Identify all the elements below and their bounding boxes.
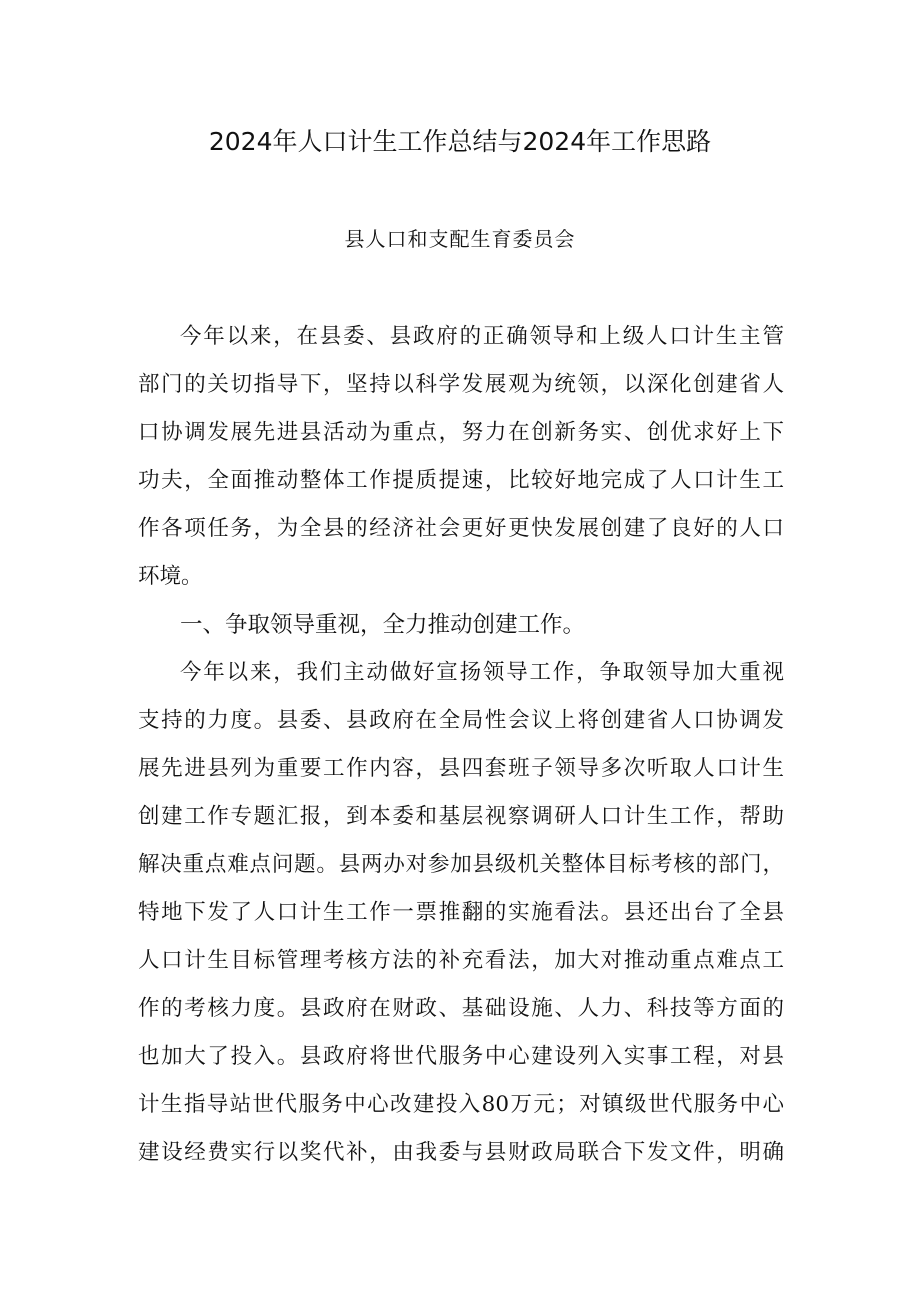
paragraph-line: 建设经费实行以奖代补，由我委与县财政局联合下发文件，明确 [138, 1140, 784, 1165]
paragraph-line: 支持的力度。县委、县政府在全局性会议上将创建省人口协调发 [138, 708, 784, 733]
paragraph-line: 今年以来，在县委、县政府的正确领导和上级人口计生主管 [180, 324, 784, 349]
paragraph-line: 口协调发展先进县活动为重点，努力在创新务实、创优求好上下 [138, 420, 784, 445]
paragraph-line: 计生指导站世代服务中心改建投入80万元；对镇级世代服务中心 [138, 1092, 784, 1117]
paragraph-line: 也加大了投入。县政府将世代服务中心建设列入实事工程，对县 [138, 1044, 784, 1069]
paragraph-line: 作各项任务，为全县的经济社会更好更快发展创建了良好的人口 [138, 516, 784, 541]
document-author: 县人口和支配生育委员会 [344, 227, 576, 251]
document-title: 2024年人口计生工作总结与2024年工作思路 [208, 127, 712, 156]
paragraph-line: 部门的关切指导下，坚持以科学发展观为统领，以深化创建省人 [138, 372, 784, 397]
paragraph-line: 特地下发了人口计生工作一票推翻的实施看法。县还出台了全县 [138, 900, 784, 925]
paragraph-line: 人口计生目标管理考核方法的补充看法，加大对推动重点难点工 [138, 948, 784, 973]
paragraph-line: 展先进县列为重要工作内容，县四套班子领导多次听取人口计生 [138, 756, 784, 781]
paragraph-line: 环境。 [138, 564, 203, 589]
section-heading: 一、争取领导重视，全力推动创建工作。 [180, 612, 586, 638]
paragraph-line: 功夫，全面推动整体工作提质提速，比较好地完成了人口计生工 [138, 468, 784, 493]
paragraph-line: 创建工作专题汇报，到本委和基层视察调研人口计生工作，帮助 [138, 804, 784, 829]
paragraph-line: 今年以来，我们主动做好宣扬领导工作，争取领导加大重视 [180, 660, 784, 685]
paragraph-line: 解决重点难点问题。县两办对参加县级机关整体目标考核的部门， [138, 852, 784, 877]
paragraph-line: 作的考核力度。县政府在财政、基础设施、人力、科技等方面的 [138, 996, 784, 1021]
